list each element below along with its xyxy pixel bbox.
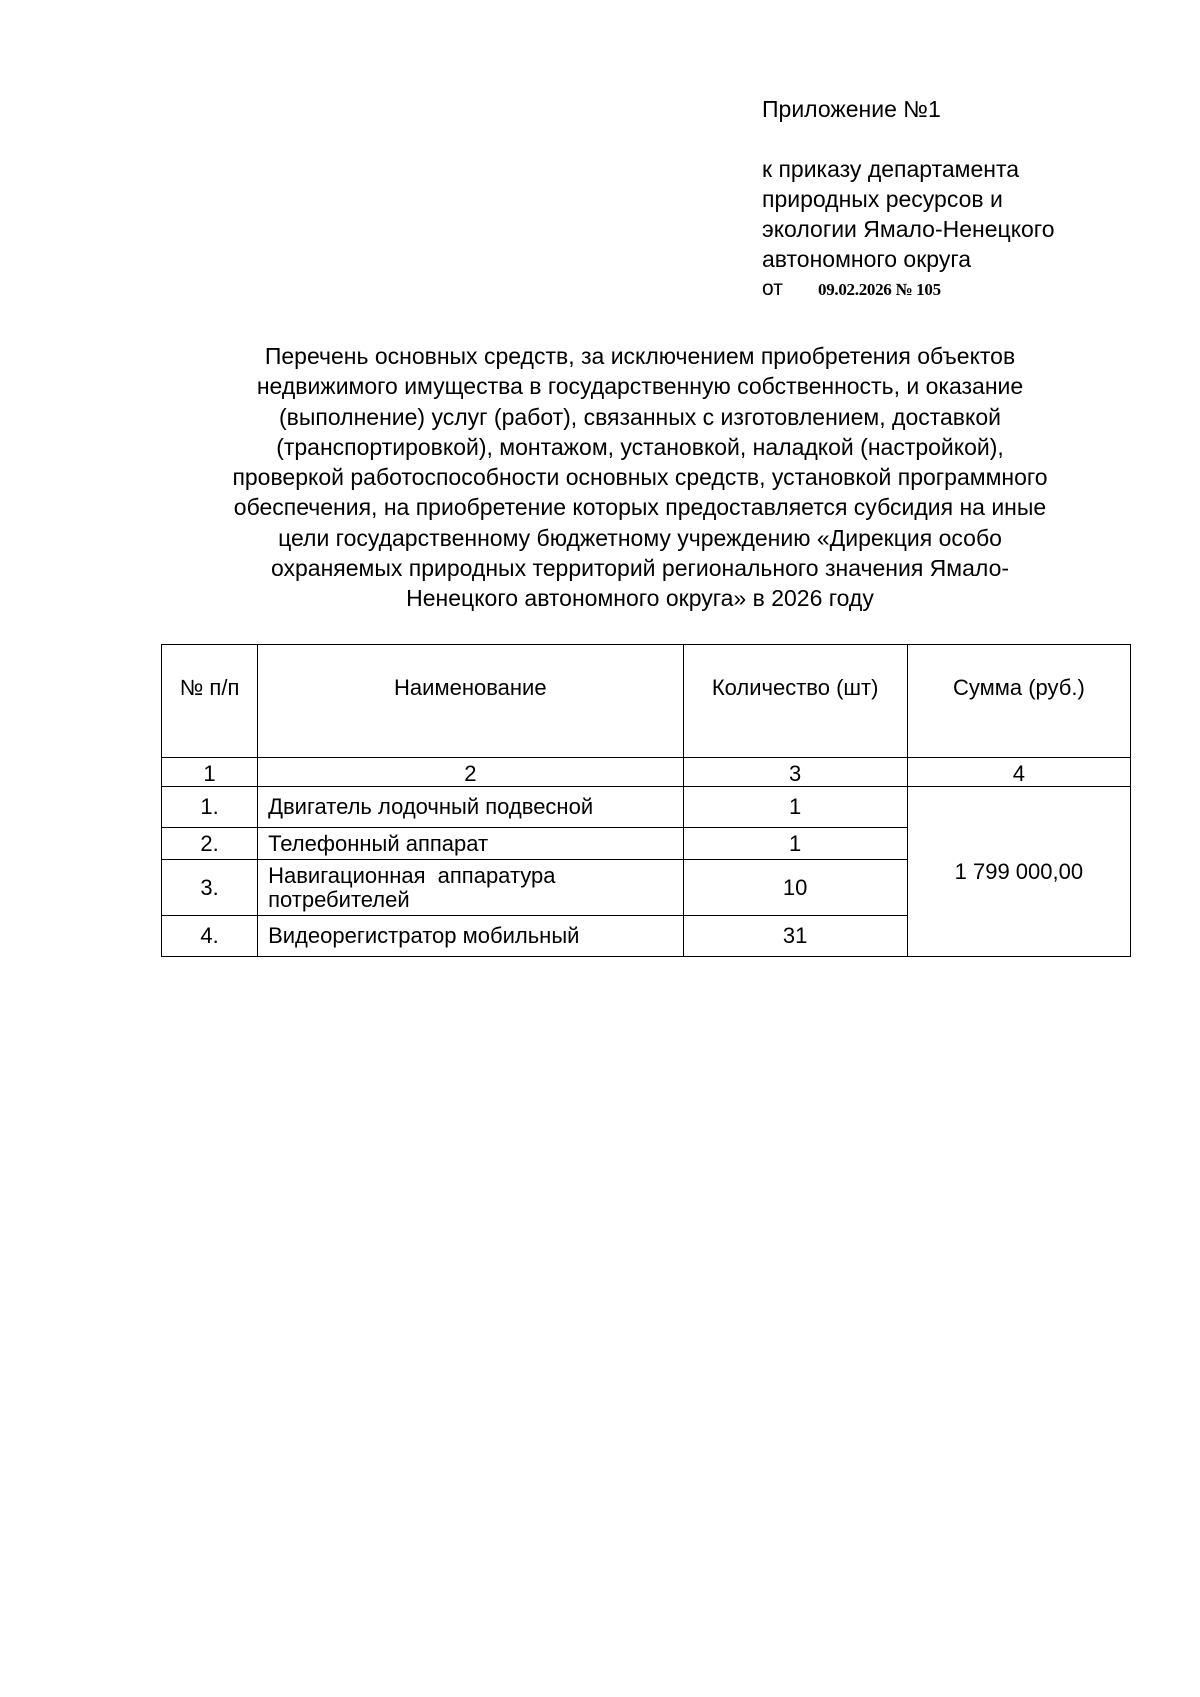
- heading-line: цели государственному бюджетному учреждению «Дирекция особо: [278, 524, 1002, 551]
- assets-table: [161, 644, 1131, 957]
- appendix-line: к приказу департамента: [762, 156, 1020, 182]
- row-name: [258, 860, 683, 916]
- row-number: 4.: [162, 916, 258, 957]
- header-quantity: Количество (шт): [683, 645, 907, 758]
- column-index: 4: [907, 758, 1130, 787]
- total-sum: 1 799 000,00: [907, 787, 1130, 957]
- heading-line: недвижимого имущества в государственную собственность, и оказание: [256, 373, 1024, 400]
- header-name: Наименование: [258, 645, 683, 758]
- heading-line: проверкой работоспособности основных средств, установкой программного: [232, 464, 1048, 491]
- row-quantity: 1: [683, 787, 907, 828]
- table-row: [162, 787, 1131, 828]
- heading-line: Ненецкого автономного округа» в 2026 году: [406, 585, 874, 612]
- appendix-line: природных ресурсов и: [762, 186, 1003, 212]
- row-name-line: Навигационная аппаратура: [268, 862, 556, 888]
- column-index: 2: [258, 758, 683, 787]
- table-header-row: [162, 645, 1131, 758]
- heading-line: Перечень основных средств, за исключением приобретения объектов: [264, 343, 1016, 369]
- heading-line: охраняемых природных территорий регионального значения Ямало-: [270, 555, 1010, 582]
- row-quantity: 1: [683, 828, 907, 860]
- table-index-row: [162, 758, 1131, 787]
- row-name: Телефонный аппарат: [258, 828, 683, 860]
- appendix-line: экологии Ямало-Ненецкого: [762, 216, 1055, 242]
- appendix-title: Приложение №1: [762, 96, 941, 122]
- row-number: 3.: [162, 860, 258, 916]
- row-number: 2.: [162, 828, 258, 860]
- appendix-line: автономного округа: [762, 246, 971, 272]
- row-name-line: потребителей: [268, 886, 410, 912]
- header-sum: Сумма (руб.): [907, 645, 1130, 758]
- heading-line: обеспечения, на приобретение которых предоставляется субсидия на иные: [233, 494, 1047, 521]
- row-quantity: 31: [683, 916, 907, 957]
- heading-line: (транспортировкой), монтажом, установкой, наладкой (настройкой),: [276, 433, 1004, 460]
- row-quantity: 10: [683, 860, 907, 916]
- column-index: 3: [683, 758, 907, 787]
- row-number: 1.: [162, 787, 258, 828]
- row-name: Видеорегистратор мобильный: [258, 916, 683, 957]
- row-name: Двигатель лодочный подвесной: [258, 787, 683, 828]
- appendix-body: [762, 154, 1162, 274]
- date-prefix: от: [762, 277, 783, 300]
- appendix-block: [762, 94, 1162, 303]
- header-number: № п/п: [162, 645, 258, 758]
- document-heading: [170, 341, 1110, 614]
- heading-line: (выполнение) услуг (работ), связанных с изготовлением, доставкой: [279, 403, 1001, 430]
- order-date-stamp: 09.02.2026 № 105: [818, 280, 941, 299]
- column-index: 1: [162, 758, 258, 787]
- order-date-line: [762, 276, 1162, 303]
